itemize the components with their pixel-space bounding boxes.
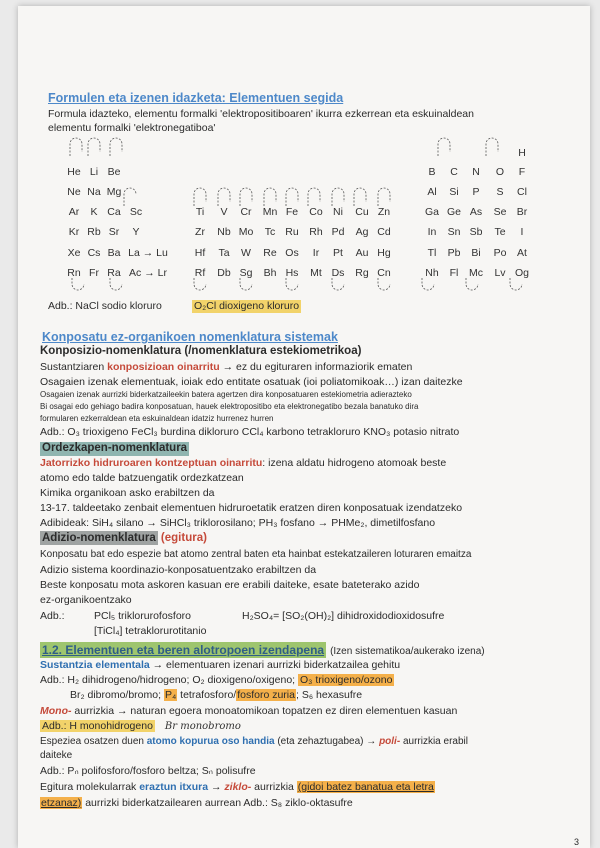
line-parent-hydride: Jatorrizko hidruroaren kontzeptuan oinarritu: izena aldatu hidrogeno atomoak beste: [40, 457, 447, 469]
element-pb: Pb: [447, 247, 461, 259]
line-poly-prefix: Espeziea osatzen duen atomo kopurua oso handia (eta zehaztugabea) → poli- aurrizkia erabil: [40, 736, 468, 747]
element-lalu: La → Lu: [128, 247, 168, 259]
element-in: In: [427, 226, 437, 238]
section-title-allotropes: 1.2. Elementuen eta beren alotropoen izendapena (Izen sistematikoa/aukerako izena): [42, 643, 485, 657]
element-ir: Ir: [312, 247, 320, 259]
element-po: Po: [493, 247, 507, 259]
example-o2cl-highlight: O₂Cl dioxigeno kloruro: [194, 300, 300, 312]
line-inorganic-acids: ez-organikoentzako: [40, 594, 132, 606]
element-ti: Ti: [195, 206, 205, 218]
element-hf: Hf: [194, 247, 206, 259]
element-og: Og: [514, 267, 529, 279]
element-sg: Sg: [239, 267, 253, 279]
element-mc: Mc: [469, 267, 483, 279]
element-cd: Cd: [377, 226, 391, 238]
line-examples-elements: Adb.: H₂ dihidrogeno/hidrogeno; O₂ dioxigeno/oxigeno; O₃ trioxigeno/ozono: [40, 674, 393, 686]
arrow-decorations: [18, 6, 590, 306]
element-at: At: [517, 247, 527, 259]
element-ar: Ar: [68, 206, 80, 218]
element-si: Si: [449, 186, 459, 198]
element-cr: Cr: [240, 206, 252, 218]
line-other-compounds: Beste konposatu mota askoren kasuan ere erabili daiteke, esate bateterako azido: [40, 579, 420, 591]
element-be: Be: [107, 166, 121, 178]
line-examples-br-p: Br₂ dibromo/bromo; P₄ tetrafosforo/fosforo zuria; S₆ hexasufre: [70, 689, 363, 701]
element-as: As: [469, 206, 483, 218]
element-au: Au: [355, 247, 369, 259]
element-lv: Lv: [494, 267, 506, 279]
element-ga: Ga: [424, 206, 439, 218]
element-sn: Sn: [447, 226, 461, 238]
element-mo: Mo: [238, 226, 254, 238]
element-bh: Bh: [263, 267, 277, 279]
element-pd: Pd: [331, 226, 345, 238]
element-f: F: [518, 166, 526, 178]
element-ni: Ni: [333, 206, 343, 218]
element-aclr: Ac → Lr: [129, 267, 167, 279]
element-kr: Kr: [68, 226, 80, 238]
element-pt: Pt: [333, 247, 343, 259]
element-li: Li: [89, 166, 99, 178]
element-ag: Ag: [355, 226, 369, 238]
element-zr: Zr: [195, 226, 205, 238]
element-cu: Cu: [355, 206, 369, 218]
element-os: Os: [285, 247, 299, 259]
line-mono-examples: Adb.: H monohidrogeno Br monobromo: [42, 720, 241, 732]
element-rn: Rn: [67, 267, 81, 279]
element-co: Co: [309, 206, 323, 218]
element-tc: Tc: [264, 226, 276, 238]
element-ra: Ra: [107, 267, 121, 279]
subhead-composition: Konposizio-nomenklatura (/nomenklatura estekiometrikoa): [40, 345, 362, 357]
line-poly-continued: daiteke: [40, 750, 73, 761]
element-mn: Mn: [262, 206, 278, 218]
element-ds: Ds: [331, 267, 345, 279]
element-sb: Sb: [469, 226, 483, 238]
line-mono-prefix: Mono- aurrizkia → naturan egoera monoatomikoan topatzen ez diren elementuen kasuan: [40, 705, 458, 717]
element-fe: Fe: [285, 206, 299, 218]
example-nacl: Adb.: NaCl sodio kloruro: [48, 300, 162, 312]
line-components: Osagaien izenak elementuak, ioiak edo entitate osatuak (ioi poliatomikoak…) izan daitezke: [40, 376, 463, 388]
element-tl: Tl: [427, 247, 437, 259]
line-formula-order: formularen ezkerraldean eta eskuinaldean idatziz hurrenez hurren: [40, 414, 274, 423]
element-ge: Ge: [446, 206, 461, 218]
document-page: [18, 6, 590, 848]
element-nb: Nb: [217, 226, 231, 238]
intro-line-2: elementu formalki 'elektronegatiboa': [48, 122, 216, 134]
element-se: Se: [493, 206, 507, 218]
element-al: Al: [427, 186, 437, 198]
element-te: Te: [494, 226, 506, 238]
line-examples-substitution: Adibideak: SiH₄ silano → SiHCl₃ triklorosilano; PH₃ fosfano → PHMe₂, dimetilfosfano: [40, 517, 436, 529]
element-ta: Ta: [218, 247, 230, 259]
line-organic: Kimika organikoan asko erabiltzen da: [40, 487, 215, 499]
element-mg: Mg: [106, 186, 122, 198]
intro-line-1: Formula idazteko, elementu formalki 'elektropositiboaren' ikurra ezkerrean eta eskuinaldean: [48, 108, 474, 120]
line-atom-groups: atomo edo talde batzuengatik ordezkatzean: [40, 472, 244, 484]
element-rg: Rg: [355, 267, 369, 279]
example-pcl5: PCl₅ triklorurofosforo: [94, 610, 192, 622]
element-y: Y: [132, 226, 140, 238]
element-ru: Ru: [285, 226, 299, 238]
element-fr: Fr: [89, 267, 99, 279]
line-poly-examples: Adb.: Pₙ polifosforo/fosforo beltza; Sₙ polisufre: [40, 765, 256, 777]
element-hs: Hs: [285, 267, 299, 279]
element-sr: Sr: [108, 226, 120, 238]
element-rh: Rh: [309, 226, 323, 238]
element-db: Db: [217, 267, 231, 279]
element-c: C: [450, 166, 458, 178]
line-composition-basis: Sustantziaren konposizioan oinarritu → ez du egituraren informaziorik ematen: [40, 361, 413, 373]
example-ticl4: [TiCl₄] tetraklorurotitanio: [94, 625, 207, 637]
element-b: B: [428, 166, 436, 178]
element-na: Na: [87, 186, 101, 198]
element-he: He: [67, 166, 81, 178]
page-number: 3: [574, 837, 580, 847]
element-ca: Ca: [107, 206, 121, 218]
line-examples-composition: Adb.: O₃ trioxigeno FeCl₃ burdina dikloruro CCl₄ karbono tetrakloruro KNO₃ potasio nitrato: [40, 426, 460, 438]
section-title-nomenclature: Konposatu ez-organikoen nomenklatura sistemak: [42, 330, 338, 344]
element-p: P: [472, 186, 480, 198]
line-multipliers: Osagaien izenak aurrizki biderkatzaileekin batera agertzen dira konposatuaren estekiometria adierazteko: [40, 390, 412, 399]
line-electropositive: Bi osagai edo gehiago badira konposatuan, hauek elektropositibo eta elektronegatibo bezala banatuko dira: [40, 402, 419, 411]
element-rb: Rb: [87, 226, 101, 238]
element-nh: Nh: [425, 267, 439, 279]
line-cyclo-continued: etzanaz) aurrizki biderkatzailearen aurrean Adb.: S₈ ziklo-oktasufre: [41, 797, 353, 809]
element-cs: Cs: [87, 247, 101, 259]
section-title-formulas: Formulen eta izenen idazketa: Elementuen segida: [48, 91, 344, 105]
element-xe: Xe: [67, 247, 81, 259]
label-examples-addition: Adb.:: [40, 610, 65, 622]
element-re: Re: [263, 247, 277, 259]
element-zn: Zn: [377, 206, 391, 218]
element-n: N: [472, 166, 480, 178]
element-w: W: [241, 247, 251, 259]
element-ba: Ba: [107, 247, 121, 259]
element-sc: Sc: [129, 206, 143, 218]
element-rf: Rf: [194, 267, 206, 279]
element-cl: Cl: [517, 186, 527, 198]
line-central-atom: Konposatu bat edo espezie bat atomo zentral baten eta hainbat estekatzaileren loturaren emaitza: [40, 549, 472, 560]
element-ne: Ne: [67, 186, 81, 198]
element-k: K: [90, 206, 98, 218]
example-h2so4: H₂SO₄= [SO₂(OH)₂] dihidroxidodioxidosufre: [242, 610, 445, 622]
subhead-substitution: Ordezkapen-nomenklatura: [42, 442, 188, 454]
element-cn: Cn: [377, 267, 391, 279]
element-fl: Fl: [449, 267, 459, 279]
line-coordination: Adizio sistema koordinazio-konposatuentzako erabiltzen da: [40, 564, 317, 576]
line-elemental-substance: Sustantzia elementala → elementuaren izenari aurrizki biderkatzailea gehitu: [40, 659, 401, 671]
line-cyclo-prefix: Egitura molekularrak eraztun itxura → ziklo- aurrizkia (gidoi batez banatua eta letra: [40, 781, 434, 793]
element-h: H: [518, 147, 526, 159]
element-hg: Hg: [377, 247, 391, 259]
element-bi: Bi: [471, 247, 481, 259]
element-o: O: [495, 166, 505, 178]
element-mt: Mt: [310, 267, 322, 279]
element-v: V: [220, 206, 228, 218]
element-i: I: [520, 226, 524, 238]
subhead-addition: Adizio-nomenklatura (egitura): [42, 532, 207, 544]
element-s: S: [496, 186, 504, 198]
line-groups-13-17: 13-17. taldeetako zenbait elementuen hidruroetatik eratzen diren konposatuak izendatzeko: [40, 502, 463, 514]
element-br: Br: [516, 206, 528, 218]
